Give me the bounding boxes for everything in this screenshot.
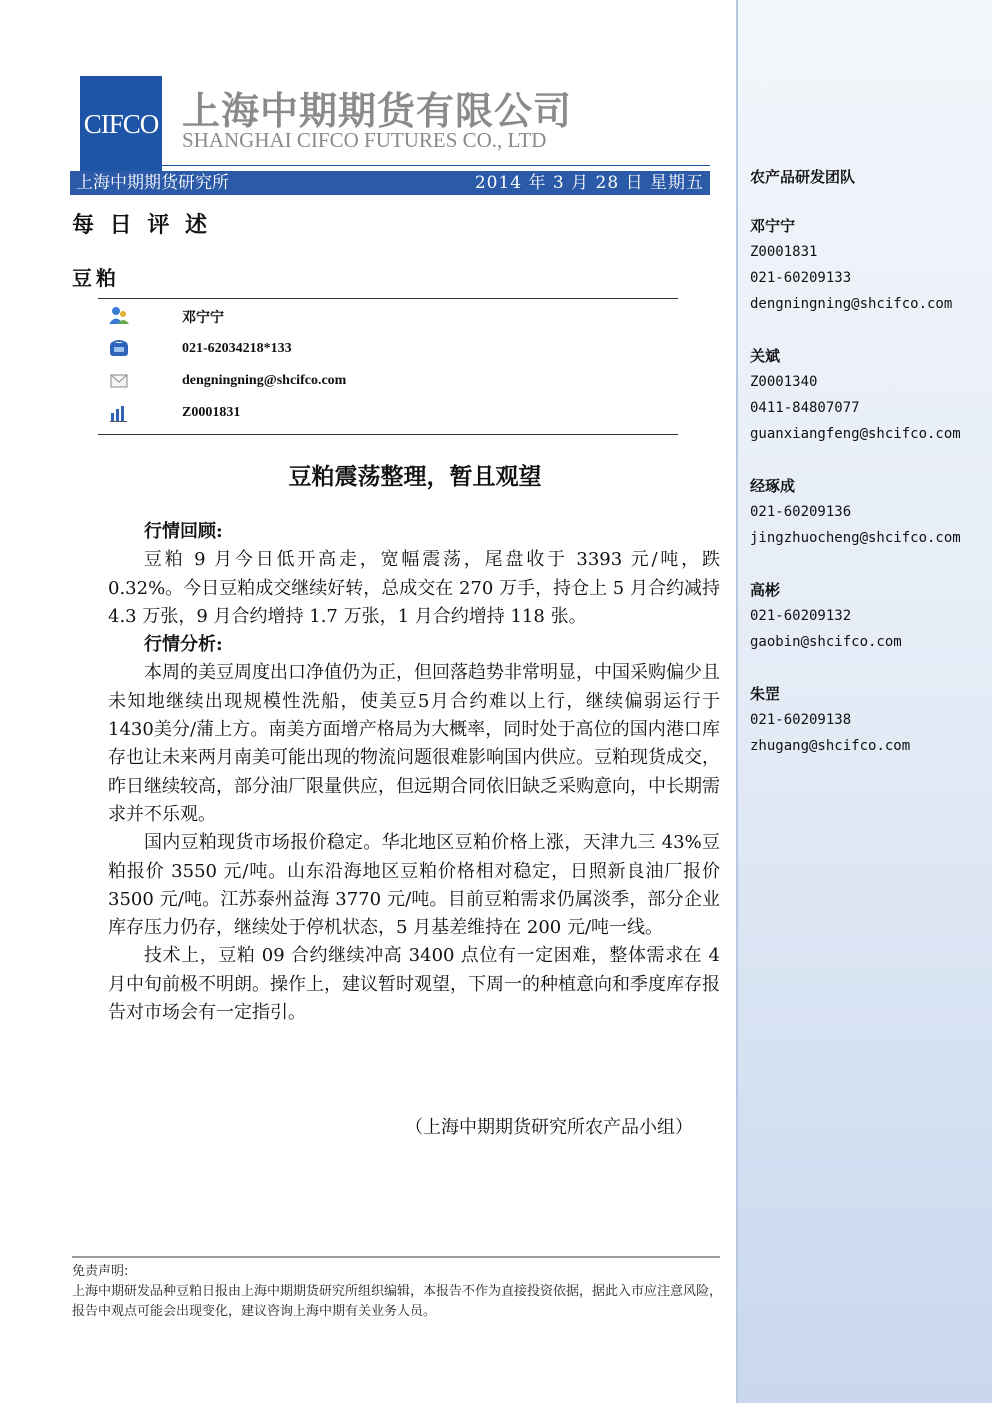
member-license: Z0001340 [750, 374, 818, 390]
contact-row-id [108, 403, 668, 425]
analyst-contact-card [98, 298, 678, 435]
member-name: 经琢成 [750, 477, 796, 495]
disclaimer-text: 上海中期研发品种豆粕日报由上海中期期货研究所组织编辑，本报告不作为直接投资依据，据此入市应注意风险，报告中观点可能会出现变化，建议咨询上海中期有关业务人员。 [72, 1284, 723, 1319]
envelope-icon [108, 371, 130, 391]
member-name: 朱罡 [750, 685, 781, 703]
member-phone: 021-60209133 [750, 270, 852, 286]
team-member [750, 577, 990, 655]
company-name-en: SHANGHAI CIFCO FUTURES CO., LTD [182, 128, 547, 152]
cifco-logo: CIFCO [80, 76, 162, 172]
report-body [108, 518, 720, 1027]
section-title: 每 日 评 述 [72, 212, 211, 238]
institute-date-bar [70, 171, 710, 195]
disclaimer-divider [72, 1256, 720, 1258]
member-email[interactable]: guanxiangfeng@shcifco.com [750, 426, 961, 442]
member-name: 高彬 [750, 581, 781, 599]
team-member [750, 343, 990, 447]
member-phone: 021-60209132 [750, 608, 852, 624]
research-team-sidebar [736, 0, 992, 1403]
team-title: 农产品研发团队 [750, 168, 856, 186]
team-member [750, 213, 990, 317]
team-member [750, 681, 990, 759]
report-headline: 豆粕震荡整理，暂且观望 [288, 463, 542, 490]
member-name: 关斌 [750, 347, 781, 365]
member-email[interactable]: dengningning@shcifco.com [750, 296, 953, 312]
paragraph-market-review: 豆粕 9 月今日低开高走，宽幅震荡，尾盘收于 3393 元/吨，跌 0.32%。今日豆粕成交继续好转，总成交在 270 万手，持仓上 5 月合约减持 4.3 万张，9 月合约增持 1.7 万张，1 月合约增持 118 张。 [108, 549, 720, 627]
bar-chart-icon [108, 403, 130, 423]
member-email[interactable]: jingzhuocheng@shcifco.com [750, 530, 961, 546]
contact-row-email [108, 371, 668, 393]
analyst-email[interactable]: dengningning@shcifco.com [182, 373, 347, 388]
member-phone: 0411-84807077 [750, 400, 860, 416]
heading-market-review: 行情回顾: [144, 521, 223, 542]
member-email[interactable]: zhugang@shcifco.com [750, 738, 911, 754]
contact-row-phone [108, 339, 668, 361]
analyst-name: 邓宁宁 [182, 311, 224, 326]
phone-icon [108, 339, 130, 359]
company-name-cn: 上海中期期货有限公司 [182, 89, 573, 133]
analyst-phone: 021-62034218*133 [182, 341, 292, 356]
member-license: Z0001831 [750, 244, 818, 260]
analyst-license-id: Z0001831 [182, 405, 241, 420]
heading-market-analysis: 行情分析: [144, 634, 223, 656]
paragraph-analysis-2: 国内豆粕现货市场报价稳定。华北地区豆粕价格上涨，天津九三 43%豆粕报价 3550 元/吨。山东沿海地区豆粕价格相对稳定，日照新良油厂报价 3500 元/吨。江苏泰州益海 3770 元/吨。目前豆粕需求仍属淡季，部分企业库存压力仍存，继续处于停机状态，5 月基差维持在 200 元/吨一线。 [108, 832, 720, 939]
disclaimer-title: 免责声明: [72, 1264, 129, 1279]
team-member [750, 473, 990, 551]
institute-name: 上海中期期货研究所 [76, 173, 229, 193]
header-divider [162, 165, 710, 166]
report-date: 2014 年 3 月 28 日 星期五 [474, 173, 704, 193]
paragraph-analysis-3: 技术上，豆粕 09 合约继续冲高 3400 点位有一定困难，整体需求在 4 月中旬前极不明朗。操作上，建议暂时观望，下周一的种植意向和季度库存报告对市场会有一定指引。 [108, 945, 720, 1024]
contact-row-name [108, 305, 668, 327]
report-signature: （上海中期期货研究所农产品小组） [405, 1117, 693, 1138]
person-icon [108, 305, 130, 325]
disclaimer [72, 1262, 722, 1322]
member-phone: 021-60209136 [750, 504, 852, 520]
commodity-title: 豆粕 [72, 266, 120, 290]
member-phone: 021-60209138 [750, 712, 852, 728]
member-email[interactable]: gaobin@shcifco.com [750, 634, 902, 650]
paragraph-analysis-1: 本周的美豆周度出口净值仍为正，但回落趋势非常明显，中国采购偏少且未知地继续出现规模性洗船，使美豆5月合约难以上行，继续偏弱运行于1430美分/蒲上方。南美方面增产格局为大概率，同时处于高位的国内港口库存也让未来两月南美可能出现的物流问题很难影响国内供应。豆粕现货成交，昨日继续较高，部分油厂限量供应，但远期合同依旧缺乏采购意向，中长期需求并不乐观。 [108, 662, 720, 825]
member-name: 邓宁宁 [750, 217, 796, 235]
